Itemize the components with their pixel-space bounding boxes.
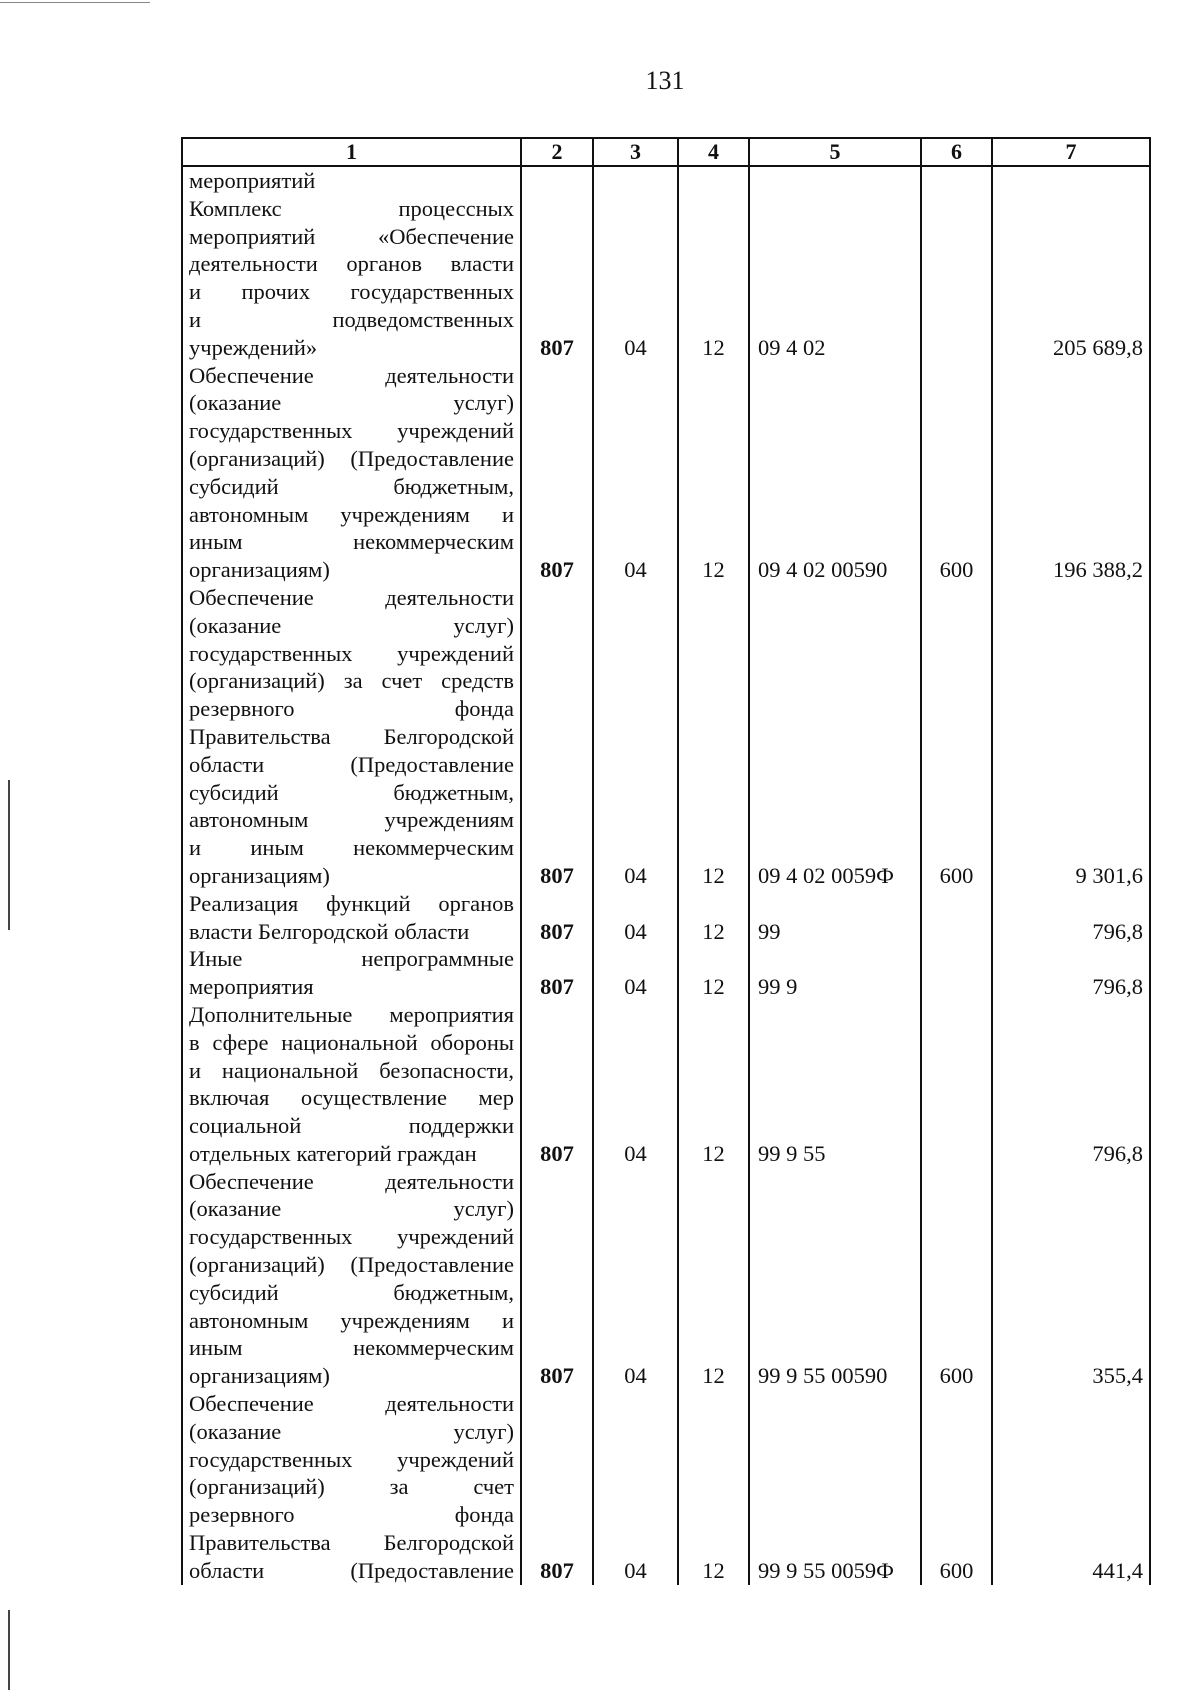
row-target-article-cell: 09 4 02 0059Ф — [749, 584, 921, 890]
row-target-article-cell: 99 9 55 0059Ф — [749, 1390, 921, 1585]
table-row — [182, 584, 1150, 890]
row-expense-type-cell — [921, 166, 992, 362]
table-row — [182, 890, 1150, 946]
row-name-line: субсидий бюджетным, — [189, 1279, 514, 1305]
row-section-cell: 04 — [593, 1390, 678, 1585]
row-name-line: в сфере национальной обороны — [189, 1029, 514, 1055]
table-row — [182, 1001, 1150, 1168]
row-name-cell — [182, 1001, 521, 1168]
row-name-line: резервного фонда — [189, 696, 514, 722]
row-name-cell — [182, 890, 521, 946]
row-name-line: области (Предоставление — [189, 751, 514, 777]
header-col-1: 1 — [182, 138, 521, 166]
row-ved-cell: 807 — [521, 1001, 593, 1168]
row-name-line: (организаций) (Предоставление — [189, 1252, 514, 1278]
row-section-cell: 04 — [593, 890, 678, 946]
row-name-line: Обеспечение деятельности — [189, 1168, 514, 1194]
row-expense-type-cell: 600 — [921, 1168, 992, 1390]
header-col-2: 2 — [521, 138, 593, 166]
row-name-line: иным некоммерческим — [189, 529, 514, 555]
table-row — [182, 1168, 1150, 1390]
row-ved-cell: 807 — [521, 362, 593, 584]
row-sum-cell: 355,4 — [992, 1168, 1150, 1390]
row-name-line: Обеспечение деятельности — [189, 362, 514, 388]
row-target-article-cell: 99 9 55 00590 — [749, 1168, 921, 1390]
row-name-line: мероприятий «Обеспечение — [189, 223, 514, 249]
row-ved-cell: 807 — [521, 890, 593, 946]
row-name-line: власти Белгородской области — [189, 918, 470, 944]
row-name-line: государственных учреждений — [189, 640, 514, 666]
row-section-cell: 04 — [593, 584, 678, 890]
row-section-cell: 04 — [593, 166, 678, 362]
budget-table — [181, 137, 1151, 1585]
row-name-line: Дополнительные мероприятия — [189, 1001, 514, 1027]
header-col-3: 3 — [593, 138, 678, 166]
row-name-line: (оказание услуг) — [189, 1196, 514, 1222]
row-name-line: Правительства Белгородской — [189, 723, 514, 749]
table-row — [182, 362, 1150, 584]
row-subsection-cell: 12 — [678, 166, 749, 362]
table-row — [182, 166, 1150, 362]
scan-artifact-left-bottom — [8, 1610, 10, 1690]
page-number: 131 — [645, 66, 685, 95]
row-section-cell: 04 — [593, 362, 678, 584]
row-target-article-cell: 99 9 — [749, 945, 921, 1001]
row-expense-type-cell — [921, 1001, 992, 1168]
row-name-cell — [182, 166, 521, 362]
row-name-line: включая осуществление мер — [189, 1085, 514, 1111]
row-name-line: деятельности органов власти — [189, 251, 514, 277]
row-subsection-cell: 12 — [678, 945, 749, 1001]
row-name-cell — [182, 584, 521, 890]
row-target-article-cell: 99 — [749, 890, 921, 946]
row-target-article-cell: 09 4 02 — [749, 166, 921, 362]
row-sum-cell: 796,8 — [992, 1001, 1150, 1168]
row-expense-type-cell: 600 — [921, 584, 992, 890]
row-sum-cell: 796,8 — [992, 945, 1150, 1001]
row-ved-cell: 807 — [521, 1168, 593, 1390]
row-name-line: автономным учреждениям и — [189, 1307, 514, 1333]
row-name-line: и национальной безопасности, — [189, 1057, 514, 1083]
row-name-cell — [182, 1168, 521, 1390]
row-sum-cell: 196 388,2 — [992, 362, 1150, 584]
row-name-cell — [182, 945, 521, 1001]
row-subsection-cell: 12 — [678, 362, 749, 584]
row-name-line: и подведомственных — [189, 306, 514, 332]
row-name-line: государственных учреждений — [189, 418, 514, 444]
header-col-5: 5 — [749, 138, 921, 166]
row-subsection-cell: 12 — [678, 584, 749, 890]
header-col-6: 6 — [921, 138, 992, 166]
row-name-line: (организаций) (Предоставление — [189, 445, 514, 471]
row-ved-cell: 807 — [521, 945, 593, 1001]
row-name-line: (оказание услуг) — [189, 1418, 514, 1444]
row-expense-type-cell: 600 — [921, 1390, 992, 1585]
row-name-line: субсидий бюджетным, — [189, 473, 514, 499]
row-name-line: организациям) — [189, 1363, 330, 1389]
row-name-line: Иные непрограммные — [189, 946, 514, 972]
row-name-line: организациям) — [189, 862, 330, 888]
row-target-article-cell: 09 4 02 00590 — [749, 362, 921, 584]
row-name-line: государственных учреждений — [189, 1446, 514, 1472]
row-name-line: и иным некоммерческим — [189, 835, 514, 861]
row-subsection-cell: 12 — [678, 1001, 749, 1168]
row-name-line: области (Предоставление — [189, 1557, 514, 1583]
table-body — [182, 166, 1150, 1585]
table-row — [182, 1390, 1150, 1585]
row-sum-cell: 441,4 — [992, 1390, 1150, 1585]
row-name-line: Обеспечение деятельности — [189, 1391, 514, 1417]
row-section-cell: 04 — [593, 945, 678, 1001]
row-expense-type-cell — [921, 945, 992, 1001]
row-sum-cell: 796,8 — [992, 890, 1150, 946]
row-sum-cell: 205 689,8 — [992, 166, 1150, 362]
row-name-line: (организаций) за счет — [189, 1474, 514, 1500]
row-name-line: государственных учреждений — [189, 1224, 514, 1250]
row-sum-cell: 9 301,6 — [992, 584, 1150, 890]
scan-artifact-left — [8, 780, 10, 930]
scan-artifact-top — [0, 2, 150, 3]
row-name-line: (оказание услуг) — [189, 612, 514, 638]
row-name-line: Реализация функций органов — [189, 890, 514, 916]
row-subsection-cell: 12 — [678, 1168, 749, 1390]
row-name-line: субсидий бюджетным, — [189, 779, 514, 805]
row-name-line: автономным учреждениям — [189, 807, 514, 833]
row-name-line: учреждений» — [189, 334, 318, 360]
row-ved-cell: 807 — [521, 584, 593, 890]
header-col-4: 4 — [678, 138, 749, 166]
row-name-line: (оказание услуг) — [189, 390, 514, 416]
row-name-line: мероприятий — [189, 168, 316, 193]
row-name-line: отдельных категорий граждан — [189, 1140, 477, 1166]
row-name-line: социальной поддержки — [189, 1113, 514, 1139]
row-section-cell: 04 — [593, 1001, 678, 1168]
table-row — [182, 945, 1150, 1001]
row-ved-cell: 807 — [521, 166, 593, 362]
header-col-7: 7 — [992, 138, 1150, 166]
row-section-cell: 04 — [593, 1168, 678, 1390]
row-subsection-cell: 12 — [678, 1390, 749, 1585]
table-header-row — [182, 138, 1150, 166]
row-target-article-cell: 99 9 55 — [749, 1001, 921, 1168]
row-name-line: Комплекс процессных — [189, 195, 514, 221]
row-name-line: мероприятия — [189, 974, 314, 1000]
row-expense-type-cell — [921, 890, 992, 946]
row-name-cell — [182, 362, 521, 584]
row-name-line: иным некоммерческим — [189, 1335, 514, 1361]
row-subsection-cell: 12 — [678, 890, 749, 946]
row-name-line: Правительства Белгородской — [189, 1530, 514, 1556]
row-name-line: и прочих государственных — [189, 279, 514, 305]
row-name-line: организациям) — [189, 557, 330, 583]
row-name-line: автономным учреждениям и — [189, 501, 514, 527]
row-name-cell — [182, 1390, 521, 1585]
row-name-line: Обеспечение деятельности — [189, 584, 514, 610]
row-ved-cell: 807 — [521, 1390, 593, 1585]
row-expense-type-cell: 600 — [921, 362, 992, 584]
row-name-line: (организаций) за счет средств — [189, 668, 514, 694]
row-name-line: резервного фонда — [189, 1502, 514, 1528]
